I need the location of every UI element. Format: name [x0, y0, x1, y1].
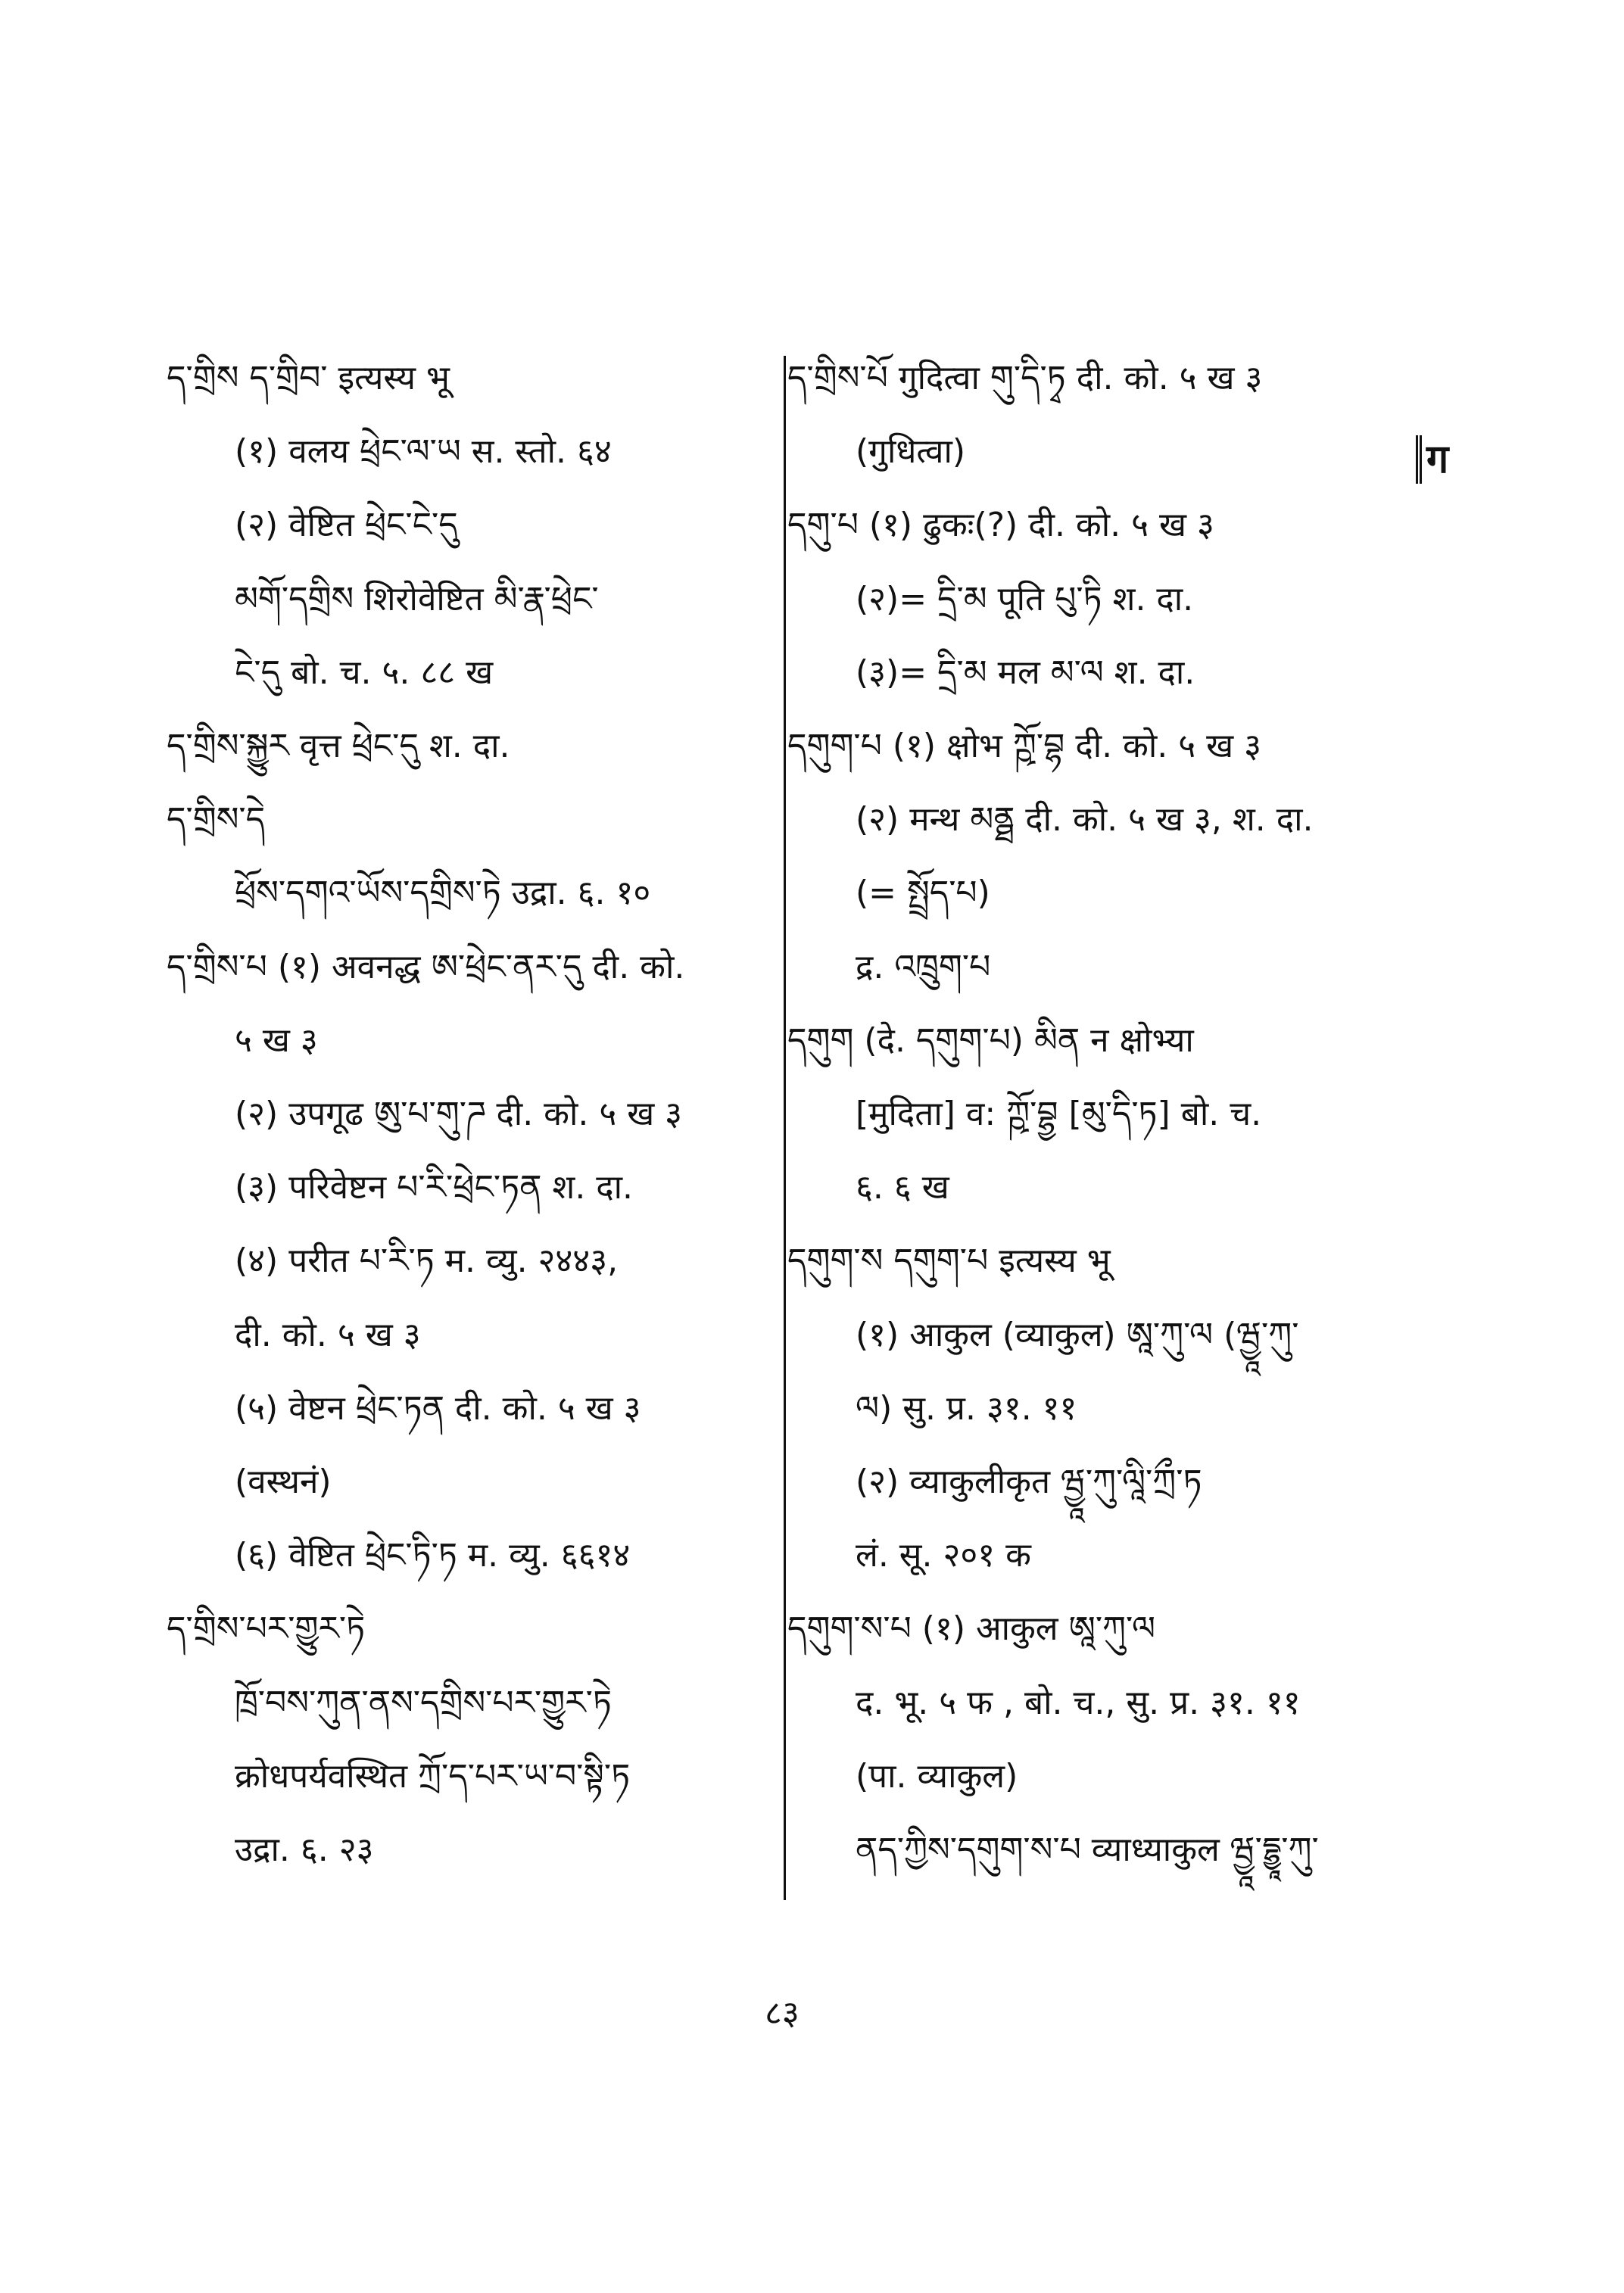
entry-line-indented: (१) वलय ཕྲེང་ལ་ཡ स. स्तो. ६४ [235, 432, 612, 472]
entry-line-indented: (= སྤྲོད་པ) [856, 874, 990, 913]
entry-line-indented: ངེ་དུ बो. च. ५. ८८ ख [235, 653, 494, 692]
entry-headword-line: ད་གྲིས་སྐྱུར वृत्त ཕྲེང་དུ श. दा. [167, 727, 510, 765]
entry-headword-line: ད་གྲིས་པོ गुदित्वा གུ་དི་ཏྭ दी. को. ५ ख ३ [787, 359, 1263, 397]
entry-line-indented: (२) उपगूढ ཨུ་པ་གུ་ཌ दी. को. ५ ख ३ [235, 1095, 683, 1133]
entry-headword-line: དགུ་པ (१) ढुकः(?) दी. को. ५ ख ३ [787, 506, 1214, 545]
entry-line-indented: दी. को. ५ ख ३ [235, 1315, 421, 1354]
entry-headword-line: དགུག (दे. དགུག་པ) མིན न क्षोभ्या [787, 1020, 1194, 1060]
page-number: ८३ [765, 1994, 800, 2033]
column-divider [784, 356, 786, 1900]
entry-line-indented: द. भू. ५ फ , बो. च., सु. प्र. ३१. ११ [856, 1683, 1301, 1722]
entry-line-indented: ཕྲོས་དགའ་ཡོས་དགྲིས་ཏེ उद्रा. ६. १० [235, 874, 651, 913]
entry-line-indented: (पा. व्याकुल) [856, 1756, 1018, 1796]
entry-headword-line: དགུག་ས་པ (१) आकुल ཨཱ་ཀུ་ལ [787, 1609, 1156, 1649]
entry-headword-line: དགུག་པ (१) क्षोभ ཀྵོ་བྷ दी. को. ५ ख ३ [787, 727, 1261, 765]
entry-line-indented: [मुदिता] व: ཀྵོ་བྷྱ [མུ་དི་ཏ] बो. च. [856, 1095, 1262, 1133]
entry-line-indented: (वस्थनं) [235, 1463, 332, 1501]
entry-line-indented: (३)= དྲི་མ मल མ་ལ श. दा. [856, 653, 1195, 692]
entry-line-indented: (गुधित्वा) [856, 432, 966, 472]
entry-line-indented: (४) परीत པ་རི་ཏ म. व्यु. २४४३, [235, 1242, 619, 1281]
entry-line-indented: ནད་ཀྱིས་དགུག་ས་པ व्याध्याकुल ཝྱཱ་དྷྱཱ་ཀུ་ [856, 1830, 1319, 1869]
entry-line-indented: ལ) सु. प्र. ३१. ११ [856, 1388, 1077, 1428]
entry-headword-line: ད་གྲིས་དེ [167, 800, 266, 840]
entry-line-indented: མགོ་དགྲིས शिरोवेष्टित མི་རྣ་ཕྲེང་ [235, 579, 599, 618]
entry-headword-line: དགུག་ས དགུག་པ इत्यस्य भू [787, 1242, 1111, 1281]
entry-line-indented: (२) वेष्टित ཕྲེང་ངེ་དུ [235, 506, 458, 545]
entry-line-indented: ཁྲོ་བས་ཀུན་ནས་དགྲིས་པར་གྱུར་ཏེ [235, 1683, 612, 1722]
entry-line-indented: उद्रा. ६. २३ [235, 1830, 374, 1869]
entry-line-indented: ६. ६ ख [856, 1168, 949, 1207]
entry-line-indented: ५ ख ३ [235, 1020, 318, 1060]
entry-line-indented: (२) मन्थ མནྠ दी. को. ५ ख ३, श. दा. [856, 800, 1314, 840]
entry-headword-line: ད་གྲིས ད་གྲིབ་ इत्यस्य भू [167, 359, 450, 397]
entry-line-indented: (२)= དྲི་མ पूति པུ་ཏི श. दा. [856, 579, 1194, 618]
entry-line-indented: (६) वेष्टित ཕྲེང་ཏི་ཏ म. व्यु. ६६१४ [235, 1536, 631, 1575]
entry-line-indented: (५) वेष्टन ཕྲེང་ཏན दी. को. ५ ख ३ [235, 1388, 641, 1428]
entry-line-indented: (२) व्याकुलीकृत ཝྱཱ་ཀུ་ལཱི་ཀྲྀ་ཏ [856, 1463, 1202, 1501]
entry-line-indented: (३) परिवेष्टन པ་རི་ཕྲེང་ཏན श. दा. [235, 1168, 634, 1207]
entry-line-indented: द्र. འཁྲུག་པ [856, 947, 991, 986]
entry-headword-line: ད་གྲིས་པར་གྱུར་ཏེ [167, 1609, 366, 1649]
entry-line-indented: (१) आकुल (व्याकुल) ཨཱ་ཀུ་ལ (ཝྱཱ་ཀུ་ [856, 1315, 1299, 1354]
entry-line-indented: क्रोधपर्यवस्थित ཀྲོ་ད་པར་ཡ་བ་སྟི་ཏ [235, 1756, 631, 1796]
section-marker: ग [1416, 435, 1448, 484]
entry-line-indented: लं. सू. २०१ क [856, 1536, 1031, 1575]
entry-headword-line: ད་གྲིས་པ (१) अवनद्ध ཨ་ཕྲེང་ནར་དུ दी. को. [167, 947, 685, 986]
